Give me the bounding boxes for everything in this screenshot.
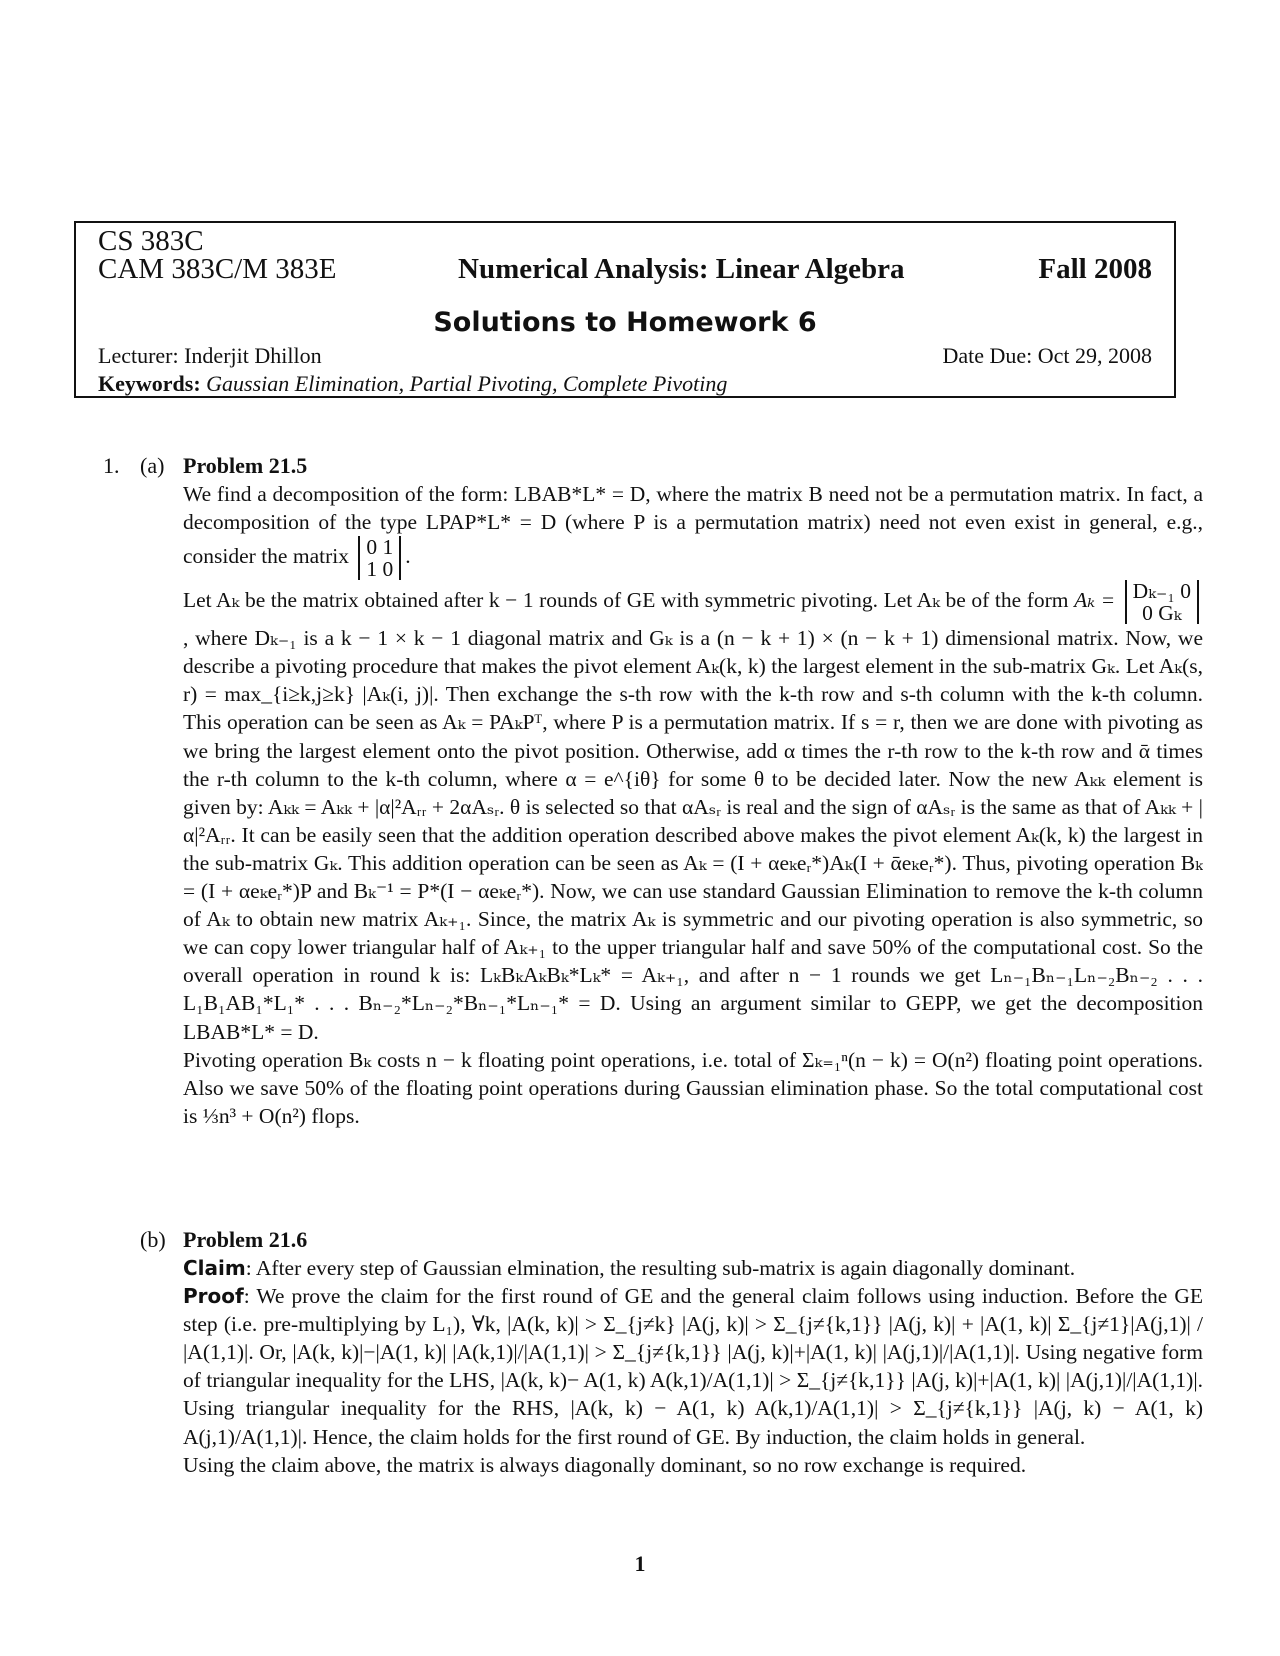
claim-label: Claim — [183, 1256, 246, 1280]
part-a-text-1: We find a decomposition of the form: LBAB*L* = D, where the matrix B need not be a permutation matrix. In fact, a decomposition of the type LPAP*L* = D (where P is a permutation matrix) need not even exist in general, e.g., consider the matrix — [183, 482, 1203, 569]
lecturer: Lecturer: Inderjit Dhillon — [98, 343, 322, 368]
block-row-2: 0 Gₖ — [1142, 601, 1182, 626]
matrix-row-1: 0 1 — [366, 535, 394, 560]
example-matrix — [358, 536, 401, 580]
document-title: Solutions to Homework 6 — [433, 307, 817, 338]
claim-paragraph — [183, 1254, 1203, 1282]
problem-number: 1. — [103, 453, 120, 478]
part-a-paragraph-3: Pivoting operation Bₖ costs n − k floating point operations, i.e. total of Σₖ₌₁ⁿ(n − k) = O(n²) floating point operations. Also we save 50% of the floating point operations during Gaussian elimination phase. So the total computational cost is ⅓n³ + O(n²) flops. — [183, 1047, 1203, 1128]
part-a-text-3: , where Dₖ₋₁ is a k − 1 × k − 1 diagonal matrix and Gₖ is a (n − k + 1) × (n − k + 1) dimensional matrix. Now, we describe a pivoting procedure that makes the pivot element Aₖ(k, k) the largest element in the sub-matrix Gₖ. Let Aₖ(s, r) = max_{i≥k,j≥k} |Aₖ(i, j)|. Then exchange the s-th row with the k-th row and s-th column with the k-th column. This operation can be seen as Aₖ = PAₖPᵀ, where P is a permutation matrix. If s = r, then we are done with pivoting as we bring the largest element onto the pivot position. Otherwise, add α times the r-th row to the k-th row and ᾱ times the r-th column to the k-th column, where α = e^{iθ} for some θ to be decided later. Now the new Aₖₖ element is given by: Aₖₖ = Aₖₖ + |α|²Aᵣᵣ + 2αAₛᵣ. θ is selected so that αAₛᵣ is real and the sign of αAₛᵣ is the same as that of Aₖₖ + |α|²Aᵣᵣ. It can be easily seen that the addition operation described above makes the pivot element Aₖ(k, k) the largest in the sub-matrix Gₖ. This addition operation can be seen as Aₖ = (I + αeₖeᵣ*)Aₖ(I + ᾱeₖeᵣ*). Thus, pivoting operation Bₖ = (I + αeₖeᵣ*)P and Bₖ⁻¹ = P*(I − αeₖeᵣ*). Now, we can use standard Gaussian Elimination to remove the k-th column of Aₖ to obtain new matrix Aₖ₊₁. Since, the matrix Aₖ is symmetric and our pivoting operation is also symmetric, so we can copy lower triangular half of Aₖ₊₁ to the upper triangular half and save 50% of the computational cost. So the overall operation in round k is: LₖBₖAₖBₖ*Lₖ* = Aₖ₊₁, and after n − 1 rounds we get Lₙ₋₁Bₙ₋₁Lₙ₋₂Bₙ₋₂ . . . L₁B₁AB₁*L₁* . . . Bₙ₋₂*Lₙ₋₂*Bₙ₋₁*Lₙ₋₁* = D. Using an argument similar to GEPP, we get the decomposition LBAB*L* = D. — [183, 626, 1203, 1044]
proof-paragraph — [183, 1282, 1203, 1451]
proof-text: : We prove the claim for the first round of GE and the general claim follows using induction. Before the GE step (i.e. pre-multiplying by L₁), ∀k, |A(k, k)| > Σ_{j≠k} |A(j, k)| > Σ_{j≠{k,1}} |A(j, k)| + |A(1, k)| Σ_{j≠1}|A(j,1)| / |A(1,1)|. Or, |A(k, k)|−|A(1, k)| |A(k,1)|/|A(1,1)| > Σ_{j≠{k,1}} |A(j, k)|+|A(1, k)| |A(j,1)|/|A(1,1)|. Using negative form of triangular inequality for the LHS, |A(k, k)− A(1, k) A(k,1)/A(1,1)| > Σ_{j≠{k,1}} |A(j, k)|+|A(1, k)| |A(j,1)|/|A(1,1)|. Using triangular inequality for the RHS, |A(k, k) − A(1, k) A(k,1)/A(1,1)| > Σ_{j≠{k,1}} |A(j, k) − A(1, k) A(j,1)/A(1,1)|. Hence, the claim holds for the first round of GE. By induction, the claim holds in general. — [183, 1284, 1203, 1449]
course-code-alt: CAM 383C/M 383E — [98, 253, 337, 285]
matrix-row-2: 1 0 — [366, 557, 394, 582]
page-number: 1 — [634, 1551, 646, 1576]
keywords-text: Gaussian Elimination, Partial Pivoting, Complete Pivoting — [206, 371, 728, 396]
date-due: Date Due: Oct 29, 2008 — [942, 343, 1152, 368]
part-b-title: Problem 21.6 — [183, 1227, 308, 1252]
keywords — [98, 371, 727, 397]
part-a-paragraph-1: We find a decomposition of the form: LBAB*L* = D, where the matrix B need not be a permutation matrix. In fact, a decomposition of the type LPAP*L* = D (where P is a permutation matrix) need not even exist in general, e.g., consider the matrix 0 1 1 0 . — [183, 482, 1203, 582]
claim-text: : After every step of Gaussian elmination, the resulting sub-matrix is again diagonally dominant. — [245, 1256, 1076, 1280]
part-a-title: Problem 21.5 — [183, 453, 308, 478]
block-matrix — [1125, 580, 1199, 624]
conclusion-paragraph: Using the claim above, the matrix is always diagonally dominant, so no row exchange is required. — [183, 1452, 1027, 1477]
part-a-text-2: Let Aₖ be the matrix obtained after k − 1 rounds of GE with symmetric pivoting. Let Aₖ be of the form — [183, 588, 1069, 613]
header-box — [74, 221, 1176, 398]
course-code: CS 383C — [98, 225, 204, 257]
term: Fall 2008 — [1038, 253, 1152, 285]
part-a-body — [183, 480, 1203, 1190]
proof-label: Proof — [183, 1284, 244, 1309]
part-b-label: (b) — [140, 1227, 166, 1252]
part-b-body — [183, 1254, 1203, 1519]
block-row-1: Dₖ₋₁ 0 — [1132, 579, 1192, 604]
part-a-paragraph-2 — [183, 580, 1203, 1045]
keywords-label: Keywords: — [98, 371, 201, 396]
part-a-label: (a) — [140, 453, 165, 478]
course-title: Numerical Analysis: Linear Algebra — [458, 253, 905, 285]
block-lhs: Aₖ = — [1074, 588, 1116, 613]
